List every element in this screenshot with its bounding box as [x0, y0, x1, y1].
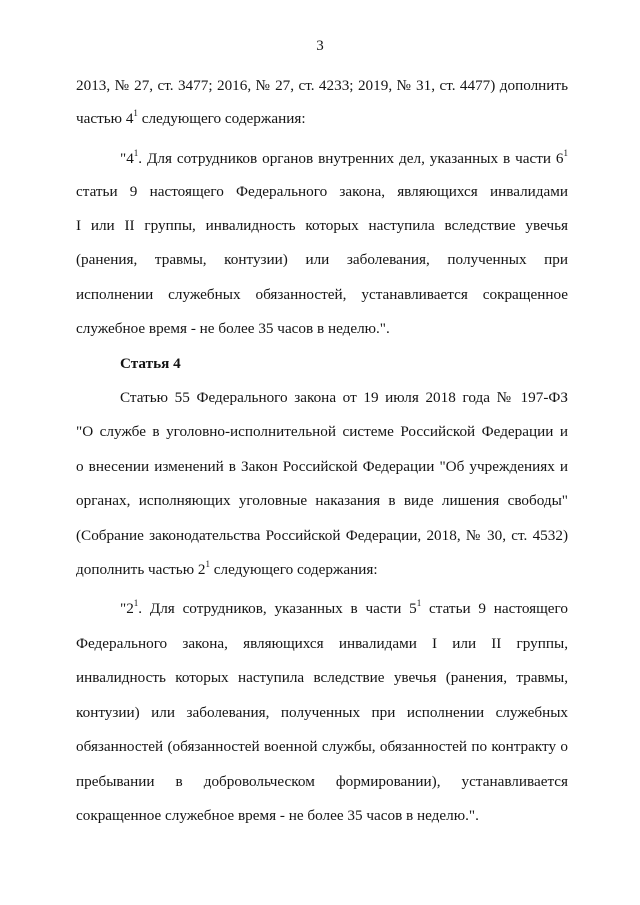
text-line: органах, исполняющих уголовные наказания в виде лишения свободы": [76, 492, 568, 509]
text-line: исполнении служебных обязанностей, устанавливается сокращенное: [76, 286, 568, 303]
text-line: (Собрание законодательства Российской Федерации, 2018, № 30, ст. 4532): [76, 527, 568, 544]
text-line: "О службе в уголовно-исполнительной системе Российской Федерации и: [76, 423, 568, 440]
text-line: "$4^1$. Для сотрудников органов внутренних дел, указанных в части $6^1$: [120, 148, 568, 167]
text-line: Федерального закона, являющихся инвалидами I или II группы,: [76, 635, 568, 652]
text-line: дополнить частью $2^1$ следующего содержания:: [76, 559, 378, 578]
text-line: Статью 55 Федерального закона от 19 июля 2018 года № 197-ФЗ: [120, 389, 568, 406]
article-heading: Статья 4: [120, 355, 181, 372]
text-line: "$2^1$. Для сотрудников, указанных в части $5^1$ статьи 9 настоящего: [120, 598, 568, 617]
text-line: (ранения, травмы, контузии) или заболевания, полученных при: [76, 251, 568, 268]
text-line: статьи 9 настоящего Федерального закона, являющихся инвалидами: [76, 183, 568, 200]
text-line: частью $4^1$ следующего содержания:: [76, 108, 306, 127]
text-line: I или II группы, инвалидность которых наступила вследствие увечья: [76, 217, 568, 234]
page-number: 3: [316, 38, 324, 54]
text-line: сокращенное служебное время - не более 35 часов в неделю.".: [76, 807, 479, 824]
text-line: о внесении изменений в Закон Российской Федерации "Об учреждениях и: [76, 458, 568, 475]
text-line: контузии) или заболевания, полученных при исполнении служебных: [76, 704, 568, 721]
text-line: служебное время - не более 35 часов в неделю.".: [76, 320, 390, 337]
text-line: пребывании в добровольческом формировании), устанавливается: [76, 773, 568, 790]
text-line: инвалидность которых наступила вследствие увечья (ранения, травмы,: [76, 669, 568, 686]
text-line: обязанностей (обязанностей военной службы, обязанностей по контракту о: [76, 738, 568, 755]
text-line: 2013, № 27, ст. 3477; 2016, № 27, ст. 4233; 2019, № 31, ст. 4477) дополнить: [76, 77, 568, 94]
